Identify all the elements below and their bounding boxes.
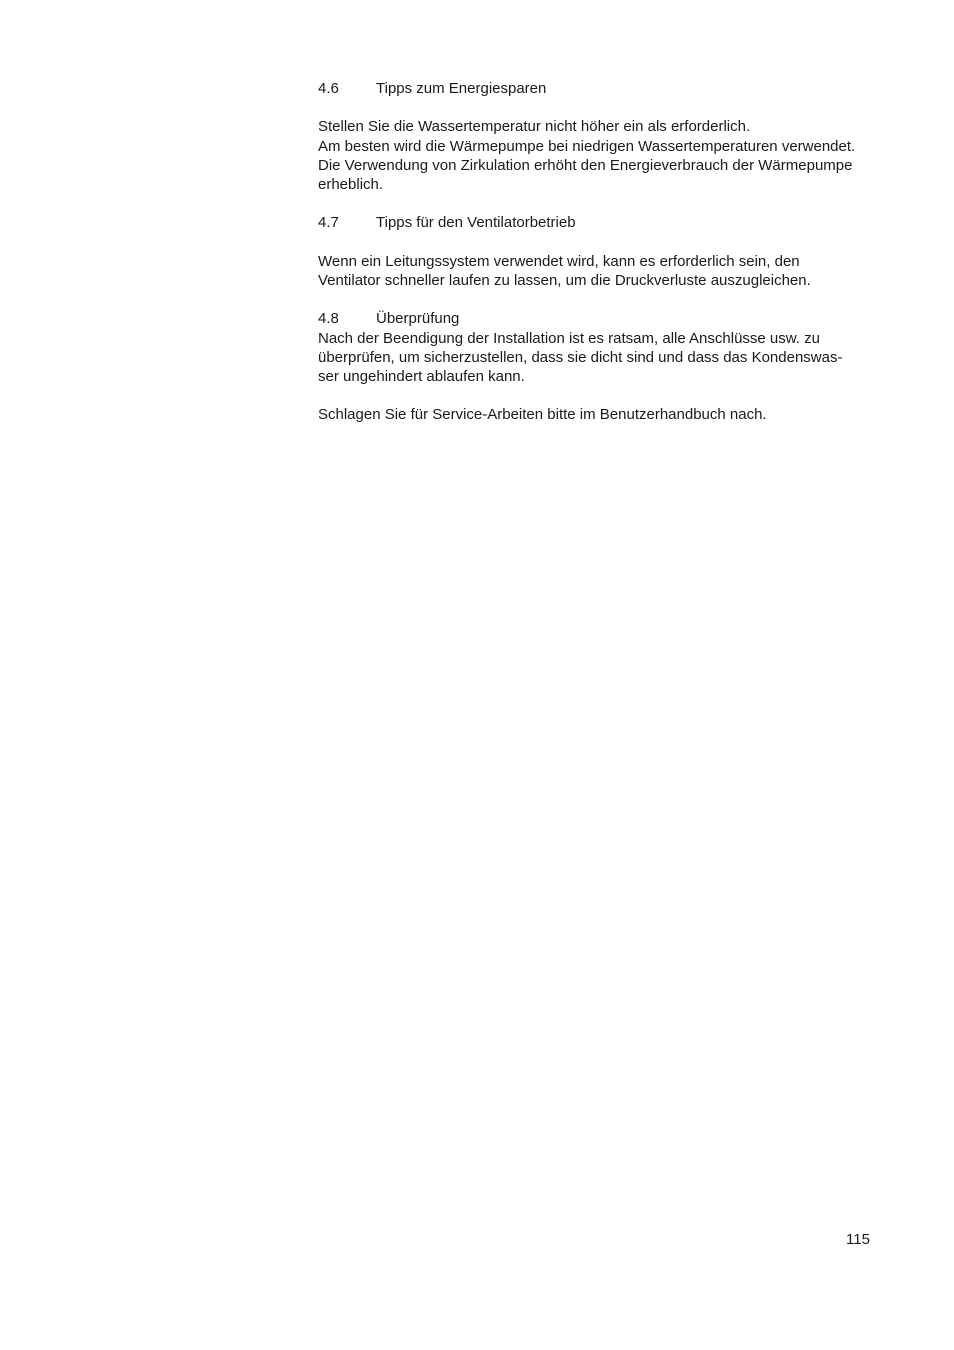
service-note <box>318 405 908 424</box>
paragraph-line: überprüfen, um sicherzustellen, dass sie dicht sind und dass das Kondenswas- <box>318 348 843 366</box>
paragraph-line: Ventilator schneller laufen zu lassen, um die Druckverluste auszugleichen. <box>318 271 811 289</box>
paragraph-line: erheblich. <box>318 176 384 193</box>
section-number: 4.8 <box>318 310 339 328</box>
document-body <box>318 79 908 425</box>
section-paragraph-4-7 <box>318 252 908 290</box>
paragraph-line: Nach der Beendigung der Installation ist es ratsam, alle Anschlüsse usw. zu <box>318 329 820 347</box>
section-number: 4.7 <box>318 214 339 232</box>
section-heading-4-8 <box>318 309 908 328</box>
section-number: 4.6 <box>318 80 339 97</box>
section-paragraph-4-8 <box>318 329 908 387</box>
paragraph-line: Wenn ein Leitungssystem verwendet wird, kann es erforderlich sein, den <box>318 252 800 270</box>
section-heading-4-6 <box>318 79 908 98</box>
paragraph-line: Die Verwendung von Zirkulation erhöht den Energieverbrauch der Wärmepumpe <box>318 156 853 174</box>
section-heading-4-7 <box>318 213 908 232</box>
section-title: Tipps für den Ventilatorbetrieb <box>376 214 576 232</box>
section-title: Tipps zum Energiesparen <box>376 80 547 97</box>
paragraph-line: Schlagen Sie für Service-Arbeiten bitte im Benutzerhandbuch nach. <box>318 406 767 424</box>
paragraph-line: Am besten wird die Wärmepumpe bei niedrigen Wassertemperaturen verwendet. <box>318 137 856 155</box>
section-paragraph-4-6 <box>318 117 908 194</box>
page-number: 115 <box>846 1231 870 1248</box>
paragraph-line: ser ungehindert ablaufen kann. <box>318 367 525 385</box>
paragraph-line: Stellen Sie die Wassertemperatur nicht höher ein als erforderlich. <box>318 118 751 136</box>
section-title: Überprüfung <box>376 310 460 328</box>
